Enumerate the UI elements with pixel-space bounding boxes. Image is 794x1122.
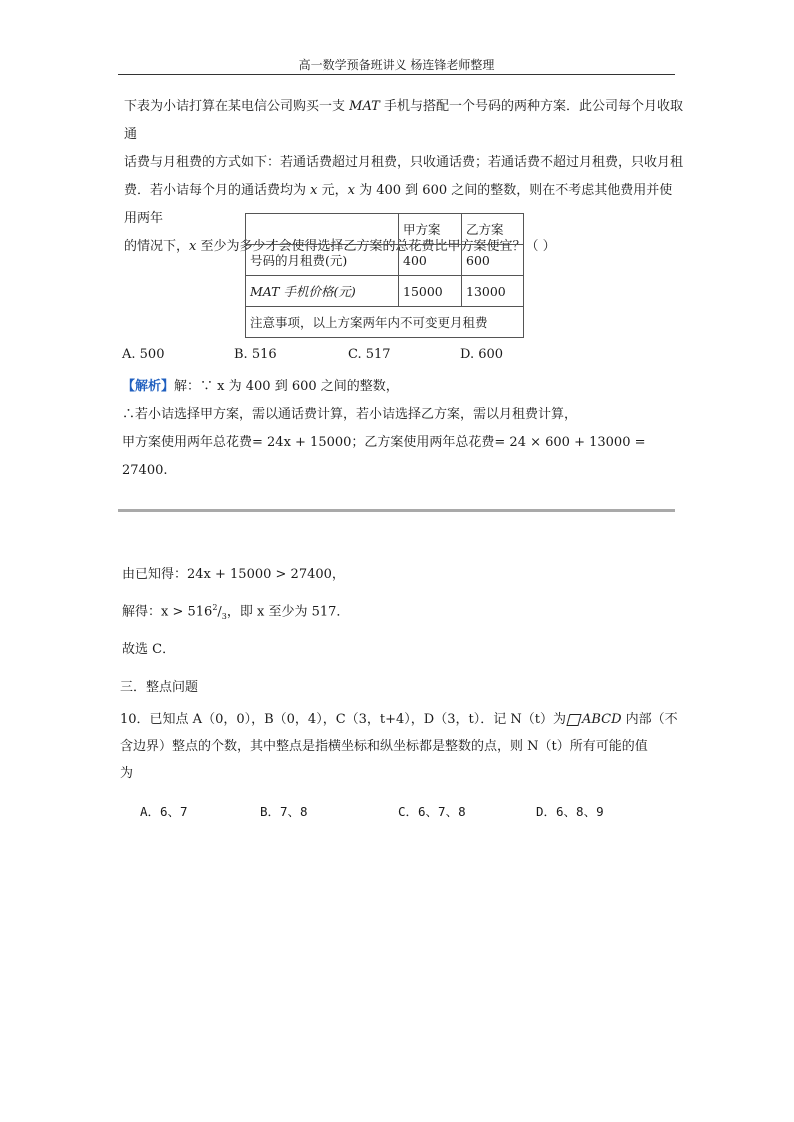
solution-part-2: [122, 558, 682, 666]
q10-line-3: 为: [120, 766, 134, 781]
option-d: D. 600: [460, 347, 504, 362]
table-header-row: [246, 214, 524, 245]
table-cell: 号码的月租费(元): [246, 245, 399, 276]
header-rule: [118, 74, 675, 75]
table-cell: 15000: [399, 276, 462, 307]
table-cell: [246, 214, 399, 245]
solution-line-5: 解得：$x > 516^2/_3$，即 x 至少为 517．: [122, 603, 350, 621]
problem-line-1: 下表为小诘打算在某电信公司购买一支 MAT 手机与搭配一个号码的两种方案．此公司每个月收取通: [124, 99, 683, 142]
page-header: 高一数学预备班讲义 杨连锋老师整理: [298, 58, 495, 72]
q10-option-d: D．6、8、9: [536, 804, 604, 819]
fraction-denominator: 3: [221, 611, 227, 621]
solution-line-4: 由已知得：24x + 15000 > 27400，: [122, 567, 345, 582]
table-cell: 400: [399, 245, 462, 276]
q10-line-1: 10．已知点 A（0，0），B（0，4），C（3，t+4），D（3，t）．记 N（t）为 ABCD 内部（不: [120, 712, 678, 727]
question-10: [120, 706, 680, 787]
q10-line-2: 含边界）整点的个数，其中整点是指横坐标和纵坐标都是整数的点，则 N（t）所有可能的值: [120, 739, 648, 754]
solution-tag: 【解析】: [122, 379, 175, 394]
solution-line-2: ∴若小诘选择甲方案，需以通话费计算，若小诘选择乙方案，需以月租费计算，: [122, 407, 578, 422]
section-divider: [118, 509, 675, 512]
solution-line-1: 【解析】解：∵ x 为 400 到 600 之间的整数，: [122, 379, 399, 394]
problem-line-4: 的情况下，x 至少为多少才会使得选择乙方案的总花费比甲方案便宜？（ ）: [124, 239, 556, 254]
solution-line-6: 故选 C．: [122, 641, 176, 657]
option-c: C. 517: [348, 347, 391, 362]
solution-line-3: 甲方案使用两年总花费= 24x + 15000；乙方案使用两年总花费= 24 × 600 + 13000 = 27400.: [122, 435, 646, 478]
table-cell: MAT 手机价格(元): [246, 276, 399, 307]
problem-line-3: 费．若小诘每个月的通话费均为 x 元，x 为 400 到 600 之间的整数，则在不考虑其他费用并使用两年: [124, 183, 673, 226]
parallelogram-icon: [566, 714, 581, 726]
table-note: 注意事项，以上方案两年内不可变更月租费: [246, 307, 524, 338]
solution-part-1: [122, 373, 682, 485]
table-header-jia: 甲方案: [399, 214, 462, 245]
problem-line-2: 话费与月租费的方式如下：若通话费超过月租费，只收通话费；若通话费不超过月租费，只收月租: [124, 155, 684, 170]
option-b: B. 516: [234, 347, 277, 362]
plan-table: [245, 213, 524, 338]
option-a: A. 500: [122, 347, 165, 362]
q10-option-b: B．7、8: [260, 804, 308, 819]
q10-option-a: A．6、7: [140, 804, 188, 819]
section-title: 三．整点问题: [120, 680, 199, 695]
q10-option-c: C．6、7、8: [398, 804, 466, 819]
table-cell: 600: [462, 245, 524, 276]
table-row: [246, 245, 524, 276]
table-header-yi: 乙方案: [462, 214, 524, 245]
table-note-row: [246, 307, 524, 338]
fraction-numerator: 2: [212, 603, 218, 612]
table-row: [246, 276, 524, 307]
table-cell: 13000: [462, 276, 524, 307]
